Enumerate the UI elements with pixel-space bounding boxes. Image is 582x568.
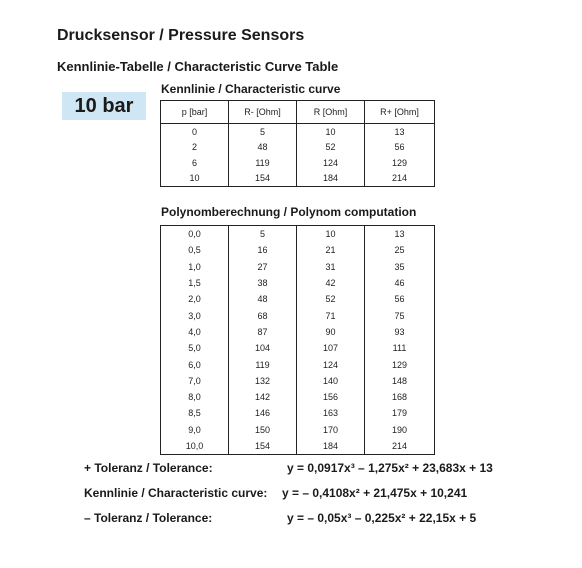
table-cell: 184: [297, 438, 365, 455]
page-subtitle: Kennlinie-Tabelle / Characteristic Curve Table: [57, 59, 339, 74]
table-cell: 10,0: [185, 441, 204, 451]
table-row: [161, 307, 435, 323]
table-cell: 1,0: [188, 261, 201, 272]
header-r: R [Ohm]: [297, 101, 365, 124]
table-cell: 119: [229, 155, 297, 171]
formula-label: Kennlinie / Characteristic curve:: [84, 486, 268, 500]
polynom-computation-table: [160, 225, 435, 455]
table-row: [161, 242, 435, 258]
table-row: [161, 405, 435, 421]
table-row: [161, 140, 435, 156]
table-cell: 56: [365, 291, 435, 307]
table-cell: 107: [297, 340, 365, 356]
table-row: [161, 291, 435, 307]
table-cell: 46: [365, 275, 435, 291]
header-pressure: p [bar]: [161, 101, 229, 124]
table-cell: 140: [297, 373, 365, 389]
table-cell: 2,0: [188, 294, 201, 305]
formula-label: – Toleranz / Tolerance:: [84, 511, 213, 525]
formula-label: + Toleranz / Tolerance:: [84, 461, 213, 475]
characteristic-curve-table: [160, 100, 435, 187]
table-cell: 10: [297, 226, 365, 243]
table-cell: 156: [297, 389, 365, 405]
table-cell: 119: [229, 356, 297, 372]
table-cell: 132: [229, 373, 297, 389]
table-cell: 170: [297, 422, 365, 438]
table-row: [161, 155, 435, 171]
table-cell: 27: [229, 259, 297, 275]
table-cell: 52: [297, 140, 365, 156]
table-cell: 179: [365, 405, 435, 421]
formula-equation: y = – 0,4108x² + 21,475x + 10,241: [282, 486, 468, 500]
table-cell: 10: [297, 124, 365, 140]
table-cell: 13: [365, 226, 435, 243]
table-cell: 71: [297, 307, 365, 323]
minus-tolerance-formula: [84, 511, 477, 525]
table-cell: 190: [365, 422, 435, 438]
table-row: [161, 171, 435, 187]
table-cell: 38: [229, 275, 297, 291]
table-cell: 5,0: [188, 343, 201, 354]
table-row: [161, 356, 435, 372]
table-cell: 25: [365, 242, 435, 258]
table-cell: 90: [297, 324, 365, 340]
table-cell: 146: [229, 405, 297, 421]
table-cell: 150: [229, 422, 297, 438]
table-header-row: [161, 101, 435, 124]
table-cell: 35: [365, 259, 435, 275]
formula-equation: y = 0,0917x³ – 1,275x² + 23,683x + 13: [287, 461, 493, 475]
table-row: [161, 324, 435, 340]
table-cell: 87: [229, 324, 297, 340]
header-r-minus: R- [Ohm]: [229, 101, 297, 124]
table-cell: 8,5: [188, 408, 201, 419]
table-cell: 4,0: [188, 326, 201, 337]
characteristic-curve-formula: [84, 486, 468, 500]
table-cell: 214: [365, 438, 435, 455]
page-title: Drucksensor / Pressure Sensors: [57, 27, 305, 44]
table-cell: 68: [229, 307, 297, 323]
table-row: [161, 124, 435, 140]
table-cell: 154: [229, 438, 297, 455]
table-cell: 75: [365, 307, 435, 323]
table-cell: 21: [297, 242, 365, 258]
polynom-computation-title: Polynomberechnung / Polynom computation: [161, 205, 417, 219]
table-cell: 3,0: [188, 310, 201, 321]
table-cell: 154: [229, 171, 297, 187]
table-cell: 163: [297, 405, 365, 421]
table-cell: 129: [365, 155, 435, 171]
table-cell: 1,5: [188, 278, 201, 289]
table-cell: 42: [297, 275, 365, 291]
table-cell: 104: [229, 340, 297, 356]
characteristic-curve-title: Kennlinie / Characteristic curve: [161, 82, 341, 96]
formula-equation: y = – 0,05x³ – 0,225x² + 22,15x + 5: [287, 511, 477, 525]
table-cell: 7,0: [188, 375, 201, 386]
table-cell: 31: [297, 259, 365, 275]
table-cell: 2: [191, 142, 197, 153]
table-cell: 0,5: [188, 245, 201, 256]
table-cell: 124: [297, 155, 365, 171]
table-cell: 0: [191, 126, 197, 137]
table-cell: 8,0: [188, 392, 201, 403]
table-cell: 148: [365, 373, 435, 389]
table-row: [161, 422, 435, 438]
table-cell: 5: [229, 226, 297, 243]
header-r-plus: R+ [Ohm]: [365, 101, 435, 124]
table-row: [161, 340, 435, 356]
table-cell: 5: [229, 124, 297, 140]
table-row: [161, 438, 435, 455]
table-cell: 6,0: [188, 359, 201, 370]
table-row: [161, 259, 435, 275]
table-cell: 13: [365, 124, 435, 140]
table-row: [161, 373, 435, 389]
table-cell: 52: [297, 291, 365, 307]
table-cell: 48: [229, 291, 297, 307]
table-cell: 184: [297, 171, 365, 187]
table-cell: 124: [297, 356, 365, 372]
table-cell: 142: [229, 389, 297, 405]
table-row: [161, 275, 435, 291]
table-cell: 48: [229, 140, 297, 156]
table-row: [161, 226, 435, 243]
table-cell: 6: [191, 157, 197, 168]
table-row: [161, 389, 435, 405]
table-cell: 214: [365, 171, 435, 187]
table-cell: 0,0: [188, 229, 201, 240]
table-cell: 9,0: [188, 424, 201, 435]
table-cell: 111: [365, 340, 435, 356]
table-cell: 10: [189, 173, 200, 184]
pressure-range-badge: 10 bar: [62, 92, 146, 120]
table-cell: 56: [365, 140, 435, 156]
table-cell: 168: [365, 389, 435, 405]
table-cell: 16: [229, 242, 297, 258]
table-cell: 93: [365, 324, 435, 340]
plus-tolerance-formula: [84, 461, 493, 475]
table-cell: 129: [365, 356, 435, 372]
